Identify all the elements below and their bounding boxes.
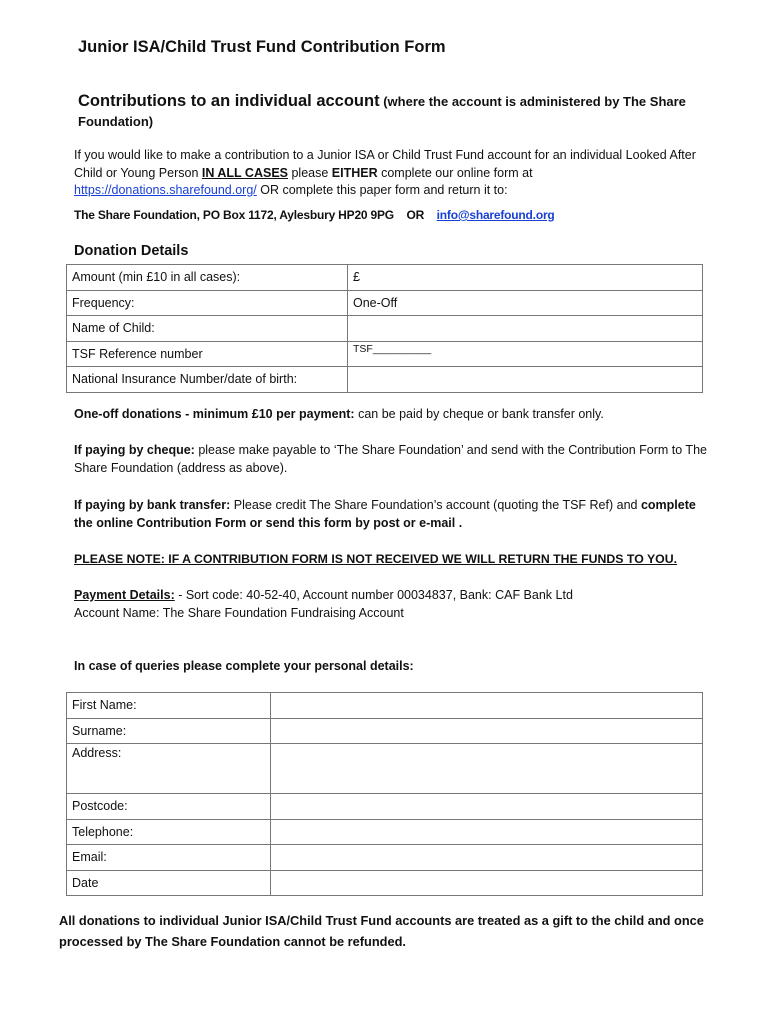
oneoff-label: One-off donations - minimum £10 per payment: [74,407,355,421]
form-subtitle [78,91,708,132]
table-row [67,794,703,820]
tsf-reference-label: TSF Reference number [67,341,348,367]
form-title: Junior ISA/Child Trust Fund Contribution Form [78,38,446,56]
intro-paragraph [74,147,714,200]
bank-transfer-label: If paying by bank transfer: [74,498,231,512]
payment-details-label: Payment Details: [74,588,175,602]
oneoff-text: can be paid by cheque or bank transfer only. [354,407,604,421]
table-row [67,290,703,316]
table-row [67,845,703,871]
donation-details-table [66,264,703,393]
or-label: OR [406,208,425,222]
refund-disclaimer: All donations to individual Junior ISA/Child Trust Fund accounts are treated as a gift to the child and once processed by The Share Foundation cannot be refunded. [59,913,704,949]
address-field[interactable] [271,744,703,794]
online-form-link[interactable]: https://donations.sharefound.org/ [74,183,257,197]
table-row [67,316,703,342]
table-row [67,265,703,291]
frequency-label: Frequency: [67,290,348,316]
date-label: Date [67,870,271,896]
telephone-field[interactable] [271,819,703,845]
ni-number-label: National Insurance Number/date of birth: [67,367,348,393]
email-link[interactable]: info@sharefound.org [436,208,555,222]
intro-text: complete our online form at [377,165,533,180]
table-row [67,718,703,744]
postcode-field[interactable] [271,794,703,820]
subtitle-note: (where the account is administered by The Share Foundation) [78,94,686,129]
table-row [67,367,703,393]
bank-transfer-instruction: complete the online Contribution Form or send this form by post or e-mail . [74,498,696,530]
bank-transfer-text: Please credit The Share Foundation’s account (quoting the TSF Ref) and [230,498,641,512]
cheque-label: If paying by cheque: [74,443,195,457]
intro-emphasis: EITHER [331,165,378,180]
frequency-field[interactable]: One-Off [348,290,703,316]
cheque-text: please make payable to ‘The Share Foundation’ and send with the Contribution Form to The Share Foundation (address as above). [74,443,707,475]
date-field[interactable] [271,870,703,896]
child-name-field[interactable] [348,316,703,342]
intro-text: If you would like to make a contribution to a Junior ISA or Child Trust Fund account for an individual Looked After Child or Young Person [74,148,696,180]
intro-text: please [288,165,332,180]
ni-number-field[interactable] [348,367,703,393]
telephone-label: Telephone: [67,819,271,845]
first-name-field[interactable] [271,693,703,719]
email-label: Email: [67,845,271,871]
email-field[interactable] [271,845,703,871]
table-row [67,870,703,896]
postcode-label: Postcode: [67,794,271,820]
table-row [67,341,703,367]
account-name: Account Name: The Share Foundation Fundraising Account [74,605,404,620]
surname-field[interactable] [271,718,703,744]
tsf-reference-field[interactable]: TSF__________ [348,341,703,367]
payment-details [74,587,714,622]
child-name-label: Name of Child: [67,316,348,342]
table-row [67,744,703,794]
surname-label: Surname: [67,718,271,744]
cheque-note [74,442,714,477]
table-row [67,693,703,719]
subtitle-main: Contributions to an individual account [78,92,380,110]
oneoff-note [74,406,714,424]
personal-details-table [66,692,703,896]
intro-text: OR complete this paper form and return it to: [256,183,508,197]
address-label: Address: [67,744,271,794]
return-address-line [74,207,714,225]
payment-details-text: - Sort code: 40-52-40, Account number 00034837, Bank: CAF Bank Ltd [174,588,573,602]
first-name-label: First Name: [67,693,271,719]
please-note: PLEASE NOTE: IF A CONTRIBUTION FORM IS NOT RECEIVED WE WILL RETURN THE FUNDS TO YOU. [74,552,678,566]
amount-field[interactable]: £ [348,265,703,291]
bank-transfer-note [74,497,714,532]
queries-heading: In case of queries please complete your personal details: [74,659,414,673]
return-address: The Share Foundation, PO Box 1172, Aylesbury HP20 9PG [74,208,394,222]
amount-label: Amount (min £10 in all cases): [67,265,348,291]
intro-emphasis: IN ALL CASES [201,165,288,180]
donation-details-heading: Donation Details [74,243,189,259]
table-row [67,819,703,845]
